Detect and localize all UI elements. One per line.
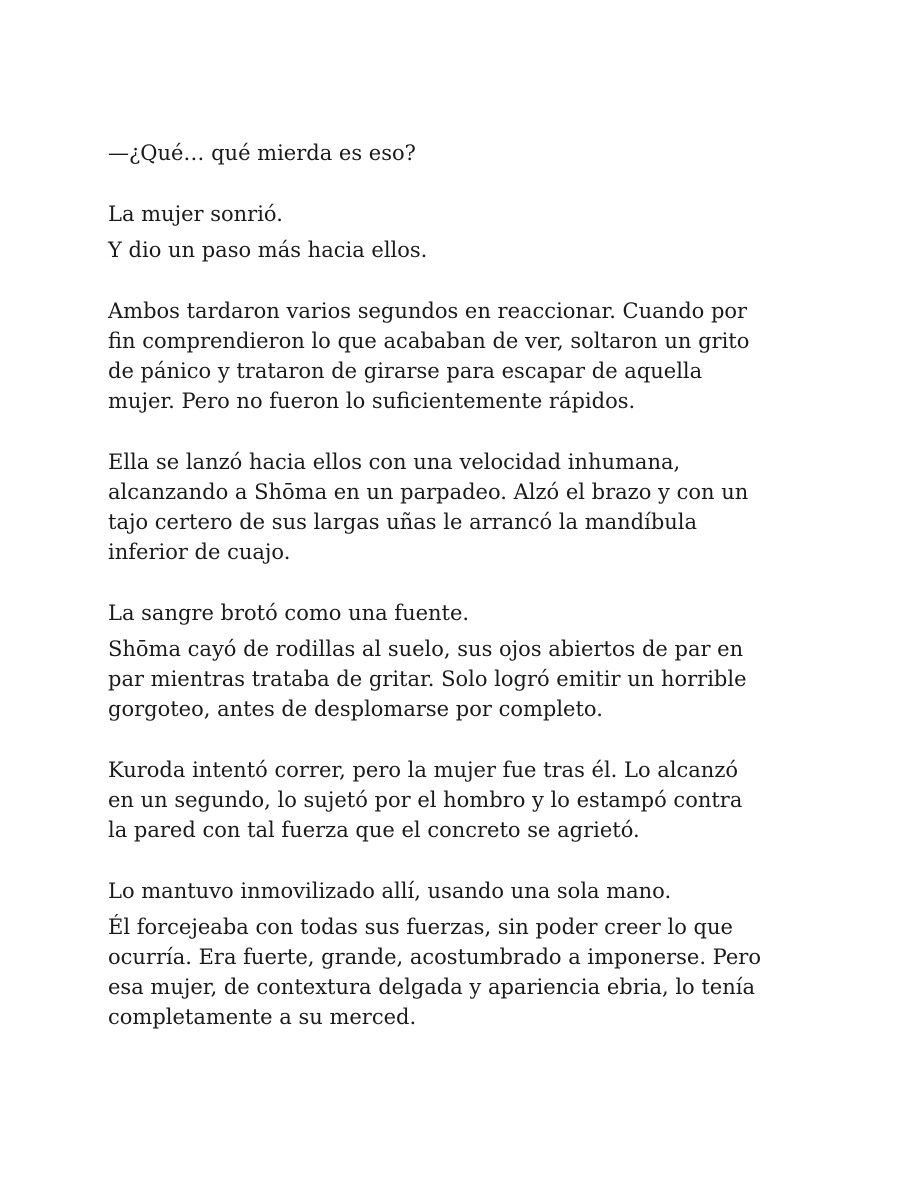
- paragraph: [108, 912, 808, 1032]
- paragraph: [108, 876, 808, 906]
- paragraph: [108, 447, 808, 567]
- text-line: Shōma cayó de rodillas al suelo, sus ojos abiertos de par en: [108, 637, 744, 661]
- text-line: mujer. Pero no fueron lo suficientemente rápidos.: [108, 389, 636, 413]
- text-line: La mujer sonrió.: [108, 202, 283, 226]
- text-line: alcanzando a Shōma en un parpadeo. Alzó el brazo y con un: [108, 480, 749, 504]
- text-line: esa mujer, de contextura delgada y apariencia ebria, lo tenía: [108, 975, 755, 999]
- text-line: la pared con tal fuerza que el concreto se agrietó.: [108, 818, 640, 842]
- text-line: Kuroda intentó correr, pero la mujer fue tras él. Lo alcanzó: [108, 758, 739, 782]
- paragraph: [108, 138, 808, 168]
- paragraph: [108, 755, 808, 845]
- text-line: en un segundo, lo sujetó por el hombro y lo estampó contra: [108, 788, 743, 812]
- text-line: fin comprendieron lo que acababan de ver, soltaron un grito: [108, 329, 750, 353]
- text-line: ocurría. Era fuerte, grande, acostumbrado a imponerse. Pero: [108, 945, 761, 969]
- paragraph: [108, 199, 808, 229]
- text-line: Ella se lanzó hacia ellos con una velocidad inhumana,: [108, 450, 681, 474]
- text-line: gorgoteo, antes de desplomarse por completo.: [108, 697, 603, 721]
- text-line: —¿Qué… qué mierda es eso?: [108, 141, 416, 165]
- text-line: tajo certero de sus largas uñas le arrancó la mandíbula: [108, 510, 698, 534]
- paragraph: [108, 634, 808, 724]
- text-line: Lo mantuvo inmovilizado allí, usando una sola mano.: [108, 879, 672, 903]
- text-line: inferior de cuajo.: [108, 540, 291, 564]
- text-line: par mientras trataba de gritar. Solo logró emitir un horrible: [108, 667, 747, 691]
- text-line: Y dio un paso más hacia ellos.: [108, 238, 428, 262]
- paragraph: [108, 296, 808, 416]
- text-line: Ambos tardaron varios segundos en reaccionar. Cuando por: [108, 299, 748, 323]
- paragraph: [108, 598, 808, 628]
- text-line: completamente a su merced.: [108, 1005, 417, 1029]
- document-page: [108, 138, 808, 1032]
- paragraph: [108, 235, 808, 265]
- text-line: Él forcejeaba con todas sus fuerzas, sin poder creer lo que: [108, 915, 733, 939]
- text-line: de pánico y trataron de girarse para escapar de aquella: [108, 359, 703, 383]
- text-line: La sangre brotó como una fuente.: [108, 601, 470, 625]
